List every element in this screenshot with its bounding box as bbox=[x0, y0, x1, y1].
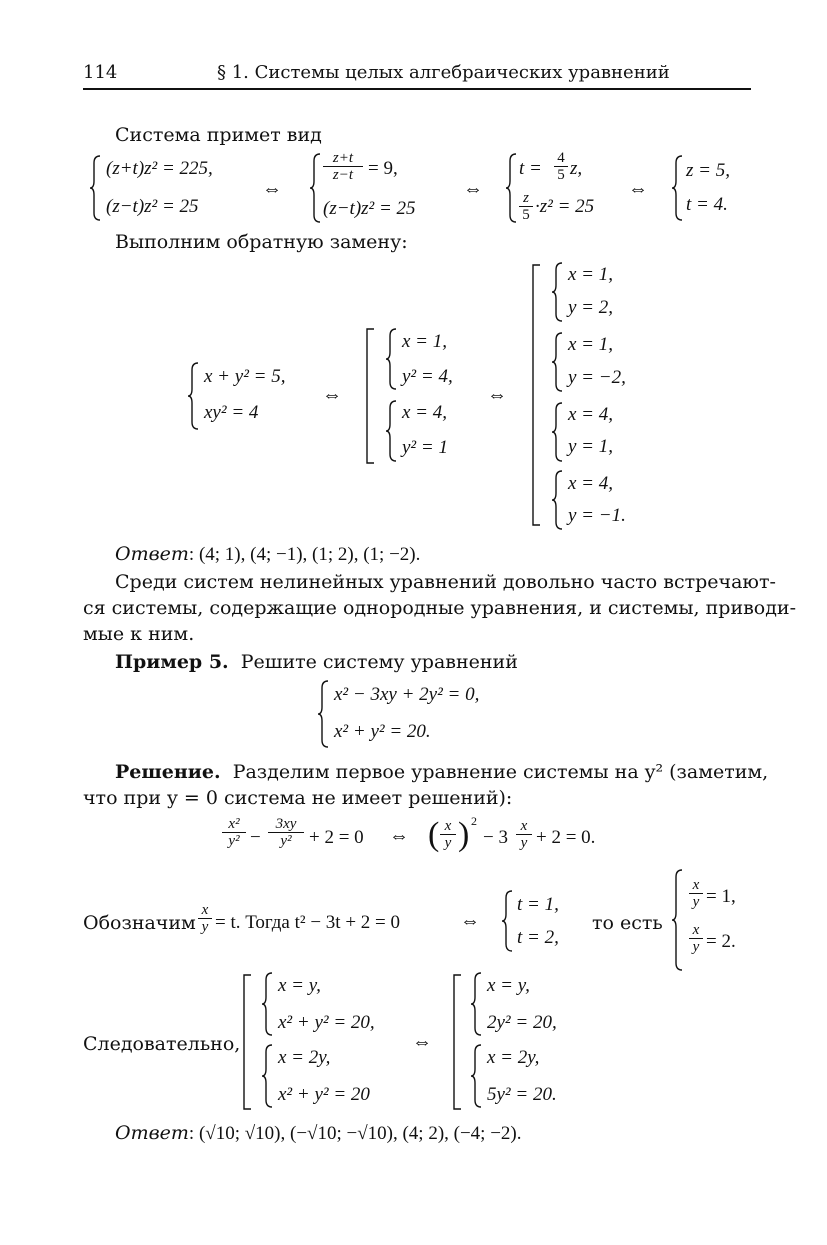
fraction-denominator: y bbox=[201, 919, 209, 935]
sys2-a-eq2: xy² = 4 bbox=[204, 402, 259, 423]
hence-b-eq: x² + y² = 20, bbox=[278, 1012, 375, 1033]
fraction-numerator: x bbox=[201, 902, 209, 918]
result-fraction-2 bbox=[689, 922, 703, 955]
denote-fraction bbox=[198, 902, 212, 935]
eq1-tail-1: + 2 = 0 bbox=[309, 827, 364, 848]
left-paren: ( bbox=[428, 816, 440, 853]
brace-sys2-c1 bbox=[552, 262, 564, 322]
result-2-tail: = 2. bbox=[706, 931, 736, 952]
sys2-c-eq: x = 4, bbox=[568, 473, 614, 494]
sys2-c-eq: y = 1, bbox=[568, 436, 614, 457]
sys1-a-eq1: (z+t)z² = 225, bbox=[106, 158, 213, 179]
eq1-fraction-2 bbox=[268, 816, 304, 849]
answer-value: : (√10; √10), (−√10; −√10), (4; 2), (−4; −2). bbox=[188, 1123, 522, 1144]
iff-symbol: ⇔ bbox=[412, 1031, 432, 1053]
hence-lead: Следовательно, bbox=[83, 1033, 241, 1055]
iff-symbol: ⇔ bbox=[463, 178, 483, 200]
example-heading bbox=[115, 651, 518, 673]
sys1-c-eq1-tail: z, bbox=[570, 158, 583, 179]
sys2-c-eq: y = −2, bbox=[568, 367, 626, 388]
answer-label: Ответ bbox=[115, 543, 189, 565]
fraction-numerator: x bbox=[444, 818, 452, 834]
sys2-c-eq: x = 1, bbox=[568, 264, 614, 285]
answer-value: : (4; 1), (4; −1), (1; 2), (1; −2). bbox=[188, 544, 421, 565]
answer-2 bbox=[115, 1122, 522, 1145]
sys2-b-eq: y² = 4, bbox=[402, 366, 453, 387]
sys2-a-eq1: x + y² = 5, bbox=[204, 366, 286, 387]
sys1-c-fraction-2 bbox=[519, 190, 533, 223]
sys1-a-eq2: (z−t)z² = 25 bbox=[106, 196, 199, 217]
header-rule bbox=[83, 88, 751, 90]
fraction-denominator: z−t bbox=[332, 167, 354, 183]
fraction-denominator: 5 bbox=[557, 167, 565, 183]
sys2-c-eq: x = 4, bbox=[568, 404, 614, 425]
hence-c-eq: x = y, bbox=[487, 975, 530, 996]
eq1-minus: − bbox=[250, 827, 261, 848]
iff-symbol: ⇔ bbox=[389, 825, 409, 847]
answer-label: Ответ bbox=[115, 1122, 189, 1144]
eq1-fraction-3 bbox=[440, 818, 456, 851]
fraction-numerator: x bbox=[692, 922, 700, 938]
fraction-numerator: z+t bbox=[332, 150, 354, 166]
result-fraction-1 bbox=[689, 877, 703, 910]
brace-sys2-c2 bbox=[552, 332, 564, 392]
paragraph-line: Среди систем нелинейных уравнений довольно часто встречают- bbox=[115, 571, 776, 593]
hence-b-eq: x² + y² = 20 bbox=[278, 1084, 370, 1105]
fraction-numerator: z bbox=[523, 190, 529, 206]
fraction-numerator: x bbox=[520, 818, 528, 834]
fraction-denominator: y bbox=[520, 835, 528, 851]
hence-b-eq: x = y, bbox=[278, 975, 321, 996]
brace-sys2-c4 bbox=[552, 470, 564, 530]
sys2-b-eq: x = 1, bbox=[402, 331, 448, 352]
iff-symbol: ⇔ bbox=[460, 910, 480, 932]
sys1-b-fraction bbox=[323, 150, 363, 183]
brace-sys2-b1 bbox=[386, 328, 398, 390]
eq1-fraction-4 bbox=[516, 818, 532, 851]
sys2-c-eq: y = 2, bbox=[568, 297, 614, 318]
brace-sys1-b bbox=[310, 153, 322, 223]
fraction-denominator: y² bbox=[280, 833, 292, 849]
solution-text: Разделим первое уравнение системы на y² (заметим, bbox=[232, 761, 769, 783]
iff-symbol: ⇔ bbox=[262, 178, 282, 200]
brace-hence-b2 bbox=[262, 1044, 274, 1108]
fraction-numerator: x bbox=[692, 877, 700, 893]
iff-symbol: ⇔ bbox=[628, 178, 648, 200]
brace-hence-c2 bbox=[471, 1044, 483, 1108]
solution-line-2: что при y = 0 система не имеет решений): bbox=[83, 787, 513, 809]
hence-c-eq: x = 2y, bbox=[487, 1047, 540, 1068]
result-1-tail: = 1, bbox=[706, 886, 736, 907]
running-header: § 1. Системы целых алгебраических уравнений bbox=[217, 62, 670, 83]
example-eq2: x² + y² = 20. bbox=[334, 721, 431, 742]
bracket-sys2-c bbox=[532, 264, 542, 526]
denote-s1: t = 1, bbox=[517, 894, 559, 915]
example-eq1: x² − 3xy + 2y² = 0, bbox=[334, 684, 480, 705]
sys2-c-eq: x = 1, bbox=[568, 334, 614, 355]
sys2-b-eq: x = 4, bbox=[402, 402, 448, 423]
that-is: то есть bbox=[592, 912, 663, 934]
example-text: Решите систему уравнений bbox=[240, 651, 518, 673]
fraction-denominator: y bbox=[444, 835, 452, 851]
brace-sys1-c bbox=[506, 153, 518, 223]
page-number: 114 bbox=[83, 62, 118, 83]
sys1-c-eq1-head: t = bbox=[519, 158, 542, 179]
bracket-hence-c bbox=[453, 974, 463, 1110]
sys2-b-eq: y² = 1 bbox=[402, 437, 448, 458]
bracket-sys2-b bbox=[366, 328, 376, 464]
eq1-square: 2 bbox=[471, 814, 477, 828]
brace-example bbox=[318, 680, 330, 748]
iff-symbol: ⇔ bbox=[322, 384, 342, 406]
fraction-denominator: y² bbox=[228, 833, 240, 849]
eq1-mid: − 3 bbox=[483, 827, 508, 848]
right-paren: ) bbox=[458, 816, 470, 853]
example-label: Пример 5. bbox=[115, 651, 229, 673]
fraction-denominator: 5 bbox=[522, 207, 530, 223]
fraction-denominator: y bbox=[692, 894, 700, 910]
sys1-b-eq1-tail: = 9, bbox=[368, 158, 398, 179]
hence-c-eq: 2y² = 20, bbox=[487, 1012, 557, 1033]
sys1-c-eq2-tail: ·z² = 25 bbox=[535, 196, 595, 217]
brace-sys2-c3 bbox=[552, 402, 564, 462]
intro-text-2: Выполним обратную замену: bbox=[115, 231, 408, 253]
sys1-c-fraction bbox=[554, 150, 568, 183]
iff-symbol: ⇔ bbox=[487, 384, 507, 406]
solution-label: Решение. bbox=[115, 761, 221, 783]
solution-line-1 bbox=[115, 761, 768, 783]
eq1-fraction-1 bbox=[222, 816, 246, 849]
answer-1 bbox=[115, 543, 420, 566]
brace-denote bbox=[502, 890, 514, 952]
intro-text: Система примет вид bbox=[115, 124, 322, 146]
brace-sys2-a bbox=[188, 362, 200, 430]
sys1-b-eq2: (z−t)z² = 25 bbox=[323, 198, 416, 219]
brace-sys2-b2 bbox=[386, 400, 398, 462]
sys1-d-eq2: t = 4. bbox=[686, 194, 728, 215]
brace-sys1-a bbox=[90, 155, 102, 221]
brace-hence-c1 bbox=[471, 972, 483, 1036]
hence-b-eq: x = 2y, bbox=[278, 1047, 331, 1068]
bracket-hence-b bbox=[243, 974, 253, 1110]
fraction-numerator: 3xy bbox=[275, 816, 297, 832]
fraction-denominator: y bbox=[692, 939, 700, 955]
paragraph-line: ся системы, содержащие однородные уравнения, и системы, приводи- bbox=[83, 597, 797, 619]
sys2-c-eq: y = −1. bbox=[568, 505, 626, 526]
brace-hence-b1 bbox=[262, 972, 274, 1036]
paragraph-line: мые к ним. bbox=[83, 623, 195, 645]
fraction-numerator: 4 bbox=[557, 150, 565, 166]
brace-result bbox=[672, 869, 684, 971]
sys1-d-eq1: z = 5, bbox=[686, 160, 730, 181]
eq1-tail-2: + 2 = 0. bbox=[536, 827, 596, 848]
fraction-numerator: x² bbox=[228, 816, 240, 832]
denote-mid: = t. Тогда t² − 3t + 2 = 0 bbox=[215, 912, 401, 933]
denote-lead: Обозначим bbox=[83, 912, 196, 934]
brace-sys1-d bbox=[672, 155, 684, 221]
denote-s2: t = 2, bbox=[517, 927, 559, 948]
hence-c-eq: 5y² = 20. bbox=[487, 1084, 557, 1105]
